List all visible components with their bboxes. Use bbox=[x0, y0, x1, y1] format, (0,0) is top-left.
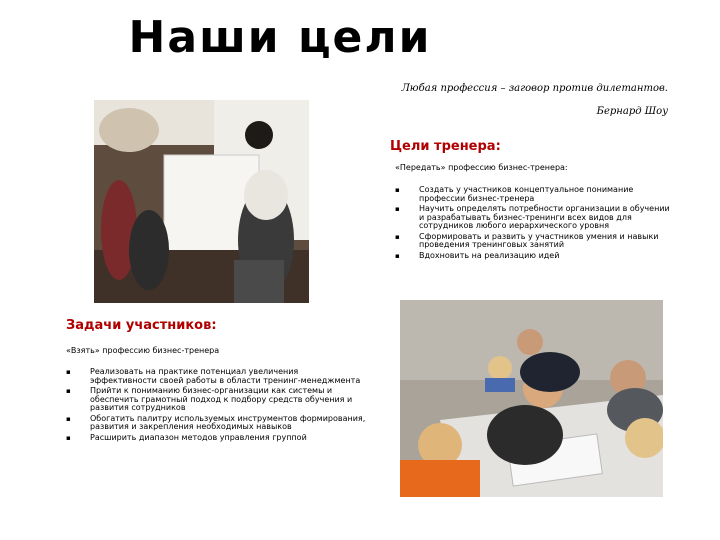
training-photo-group bbox=[400, 300, 663, 497]
participant-tasks-intro: «Взять» профессию бизнес-тренера bbox=[66, 346, 220, 355]
participant-tasks-heading: Задачи участников: bbox=[66, 318, 217, 333]
list-item: ▪ Обогатить палитру используемых инструментов формирования, развития и закрепления необходимых навыков bbox=[66, 415, 366, 432]
epigraph bbox=[401, 82, 668, 118]
epigraph-quote: Любая профессия – заговор против дилетантов. bbox=[401, 83, 668, 94]
list-item: ▪ Научить определять потребности организации в обучении и разрабатывать бизнес-тренинги всех видов для сотрудников любого иерархического уровня bbox=[395, 205, 673, 231]
participant-tasks-list bbox=[66, 368, 366, 444]
list-item: ▪ Прийти к пониманию бизнес-организации как системы и обеспечить грамотный подход к подбору средств обучения и развития сотрудников bbox=[66, 387, 366, 413]
list-item: ▪ Сформировать и развить у участников умения и навыки проведения тренинговых занятий bbox=[395, 233, 673, 250]
page-title: Наши цели bbox=[128, 12, 432, 63]
list-item: ▪ Расширить диапазон методов управления группой bbox=[66, 434, 366, 443]
training-photo-flipchart bbox=[94, 100, 309, 303]
trainer-goals-intro: «Передать» профессию бизнес-тренера: bbox=[395, 163, 568, 172]
trainer-goals-list bbox=[395, 186, 673, 262]
list-item: ▪ Создать у участников концептуальное понимание профессии бизнес-тренера bbox=[395, 186, 673, 203]
list-item: ▪ Реализовать на практике потенциал увеличения эффективности своей работы в области тренинг-менеджмента bbox=[66, 368, 366, 385]
epigraph-author: Бернард Шоу bbox=[596, 106, 668, 117]
list-item: ▪ Вдохновить на реализацию идей bbox=[395, 252, 673, 261]
trainer-goals-heading: Цели тренера: bbox=[390, 139, 501, 154]
